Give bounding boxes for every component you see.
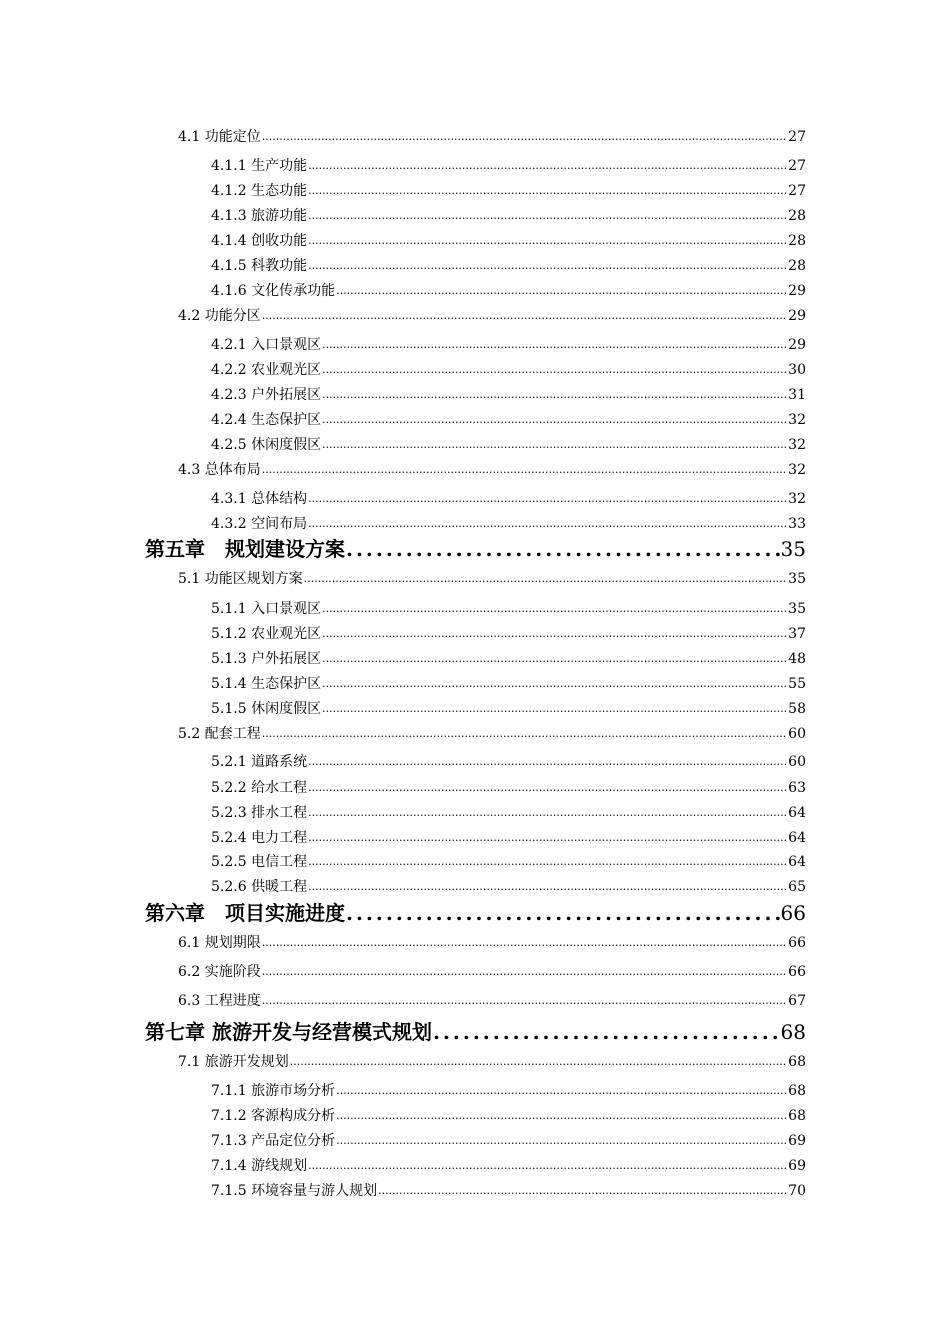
toc-entry[interactable] xyxy=(178,306,806,326)
toc-entry-page: 69 xyxy=(788,1158,806,1174)
dot-leader xyxy=(262,991,787,1011)
toc-chapter-entry[interactable] xyxy=(145,1018,806,1046)
dot-leader xyxy=(346,899,780,927)
toc-entry-page: 28 xyxy=(788,208,806,224)
toc-entry-label: 4.2.4 生态保护区 xyxy=(211,412,322,428)
toc-entry[interactable] xyxy=(211,335,806,355)
toc-entry-page: 55 xyxy=(788,676,806,692)
toc-entry-label: 5.1.2 农业观光区 xyxy=(211,626,322,642)
toc-entry-label: 5.2 配套工程 xyxy=(178,726,261,742)
dot-leader xyxy=(322,435,787,455)
toc-entry-label: 4.1 功能定位 xyxy=(178,129,261,145)
dot-leader xyxy=(378,1181,787,1201)
toc-entry[interactable] xyxy=(211,231,806,251)
dot-leader xyxy=(322,649,787,669)
toc-entry-page: 30 xyxy=(788,362,806,378)
toc-entry-page: 32 xyxy=(788,437,806,453)
toc-entry-label: 6.2 实施阶段 xyxy=(178,964,261,980)
toc-entry-page: 69 xyxy=(788,1133,806,1149)
dot-leader xyxy=(308,181,787,201)
dot-leader xyxy=(322,699,787,719)
toc-entry[interactable] xyxy=(211,435,806,455)
toc-entry-label: 7.1.2 客源构成分析 xyxy=(211,1108,336,1124)
toc-entry-page: 35 xyxy=(788,601,806,617)
toc-entry-page: 58 xyxy=(788,701,806,717)
toc-entry[interactable] xyxy=(211,1081,806,1101)
dot-leader xyxy=(346,535,780,563)
toc-entry-label: 4.3 总体布局 xyxy=(178,462,261,478)
toc-entry-page: 31 xyxy=(788,387,806,403)
toc-entry-label: 4.1.1 生产功能 xyxy=(211,158,308,174)
toc-entry[interactable] xyxy=(211,156,806,176)
toc-entry-page: 68 xyxy=(788,1083,806,1099)
toc-entry[interactable] xyxy=(211,752,806,772)
toc-entry-page: 33 xyxy=(788,516,806,532)
toc-chapter-label: 第七章 旅游开发与经营模式规划 xyxy=(145,1020,432,1044)
toc-entry-label: 5.1 功能区规划方案 xyxy=(178,571,303,587)
toc-entry-label: 5.2.3 排水工程 xyxy=(211,805,308,821)
toc-entry-page: 64 xyxy=(788,805,806,821)
toc-entry-label: 6.3 工程进度 xyxy=(178,993,261,1009)
toc-entry-page: 67 xyxy=(788,993,806,1009)
toc-entry[interactable] xyxy=(211,852,806,872)
toc-entry-page: 70 xyxy=(788,1183,806,1199)
toc-entry[interactable] xyxy=(178,991,806,1011)
toc-entry-label: 5.1.1 入口景观区 xyxy=(211,601,322,617)
dot-leader xyxy=(262,933,787,953)
toc-entry-page: 29 xyxy=(788,337,806,353)
toc-entry-label: 7.1.5 环境容量与游人规划 xyxy=(211,1183,378,1199)
toc-entry-page: 37 xyxy=(788,626,806,642)
dot-leader xyxy=(262,962,787,982)
dot-leader xyxy=(308,489,787,509)
toc-entry-page: 35 xyxy=(788,571,806,587)
toc-entry[interactable] xyxy=(211,489,806,509)
toc-entry[interactable] xyxy=(178,460,806,480)
dot-leader xyxy=(308,156,787,176)
dot-leader xyxy=(322,674,787,694)
toc-entry-page: 48 xyxy=(788,651,806,667)
toc-entry[interactable] xyxy=(211,181,806,201)
toc-entry-page: 66 xyxy=(788,935,806,951)
dot-leader xyxy=(308,752,787,772)
toc-entry[interactable] xyxy=(211,599,806,619)
dot-leader xyxy=(322,624,787,644)
toc-chapter-entry[interactable] xyxy=(145,899,806,927)
toc-entry-label: 7.1.4 游线规划 xyxy=(211,1158,308,1174)
toc-entry[interactable] xyxy=(178,933,806,953)
toc-entry[interactable] xyxy=(211,385,806,405)
toc-entry-label: 4.1.5 科教功能 xyxy=(211,258,308,274)
dot-leader xyxy=(308,256,787,276)
dot-leader xyxy=(304,569,787,589)
toc-entry[interactable] xyxy=(178,569,806,589)
toc-entry-page: 32 xyxy=(788,491,806,507)
dot-leader xyxy=(336,1106,787,1126)
dot-leader xyxy=(308,803,787,823)
dot-leader xyxy=(262,724,787,744)
toc-entry-page: 60 xyxy=(788,754,806,770)
dot-leader xyxy=(322,385,787,405)
toc-entry-label: 4.2.1 入口景观区 xyxy=(211,337,322,353)
toc-chapter-entry[interactable] xyxy=(145,535,806,563)
toc-entry-label: 4.2.3 户外拓展区 xyxy=(211,387,322,403)
dot-leader xyxy=(308,1156,787,1176)
dot-leader xyxy=(336,281,787,301)
toc-entry-page: 64 xyxy=(788,830,806,846)
toc-chapter-page: 68 xyxy=(780,1020,806,1044)
toc-chapter-label: 第六章 项目实施进度 xyxy=(145,901,345,925)
toc-entry[interactable] xyxy=(211,1156,806,1176)
dot-leader xyxy=(308,828,787,848)
toc-chapter-page: 66 xyxy=(780,901,806,925)
toc-entry[interactable] xyxy=(211,803,806,823)
toc-chapter-page: 35 xyxy=(780,537,806,561)
dot-leader xyxy=(322,410,787,430)
dot-leader xyxy=(308,778,787,798)
toc-entry-label: 4.2 功能分区 xyxy=(178,308,261,324)
toc-entry-label: 4.3.2 空间布局 xyxy=(211,516,308,532)
dot-leader xyxy=(262,306,787,326)
dot-leader xyxy=(336,1081,787,1101)
toc-entry-label: 4.1.4 创收功能 xyxy=(211,233,308,249)
toc-entry-page: 29 xyxy=(788,308,806,324)
toc-entry[interactable] xyxy=(211,1106,806,1126)
toc-entry-page: 32 xyxy=(788,412,806,428)
dot-leader xyxy=(308,514,787,534)
toc-entry-page: 68 xyxy=(788,1108,806,1124)
toc-entry-label: 6.1 规划期限 xyxy=(178,935,261,951)
toc-entry-page: 60 xyxy=(788,726,806,742)
toc-entry[interactable] xyxy=(211,256,806,276)
toc-entry-label: 5.2.5 电信工程 xyxy=(211,854,308,870)
toc-entry-page: 64 xyxy=(788,854,806,870)
dot-leader xyxy=(433,1018,780,1046)
dot-leader xyxy=(308,877,787,897)
dot-leader xyxy=(308,206,787,226)
toc-entry-label: 5.1.5 休闲度假区 xyxy=(211,701,322,717)
toc-entry-label: 5.1.4 生态保护区 xyxy=(211,676,322,692)
toc-entry-label: 4.1.2 生态功能 xyxy=(211,183,308,199)
dot-leader xyxy=(290,1052,787,1072)
toc-entry-page: 63 xyxy=(788,780,806,796)
toc-entry-label: 4.1.3 旅游功能 xyxy=(211,208,308,224)
toc-entry-label: 4.3.1 总体结构 xyxy=(211,491,308,507)
toc-entry[interactable] xyxy=(178,127,806,147)
toc-entry[interactable] xyxy=(211,828,806,848)
toc-entry[interactable] xyxy=(178,962,806,982)
toc-entry[interactable] xyxy=(211,674,806,694)
toc-entry[interactable] xyxy=(211,281,806,301)
toc-entry[interactable] xyxy=(211,699,806,719)
toc-entry[interactable] xyxy=(211,206,806,226)
dot-leader xyxy=(262,460,787,480)
toc-entry[interactable] xyxy=(211,514,806,534)
toc-entry[interactable] xyxy=(178,1052,806,1072)
dot-leader xyxy=(336,1131,787,1151)
toc-entry[interactable] xyxy=(178,724,806,744)
dot-leader xyxy=(322,360,787,380)
toc-chapter-label: 第五章 规划建设方案 xyxy=(145,537,345,561)
toc-entry-label: 4.2.2 农业观光区 xyxy=(211,362,322,378)
toc-entry[interactable] xyxy=(211,877,806,897)
toc-entry-label: 5.2.6 供暖工程 xyxy=(211,879,308,895)
toc-entry-page: 28 xyxy=(788,233,806,249)
toc-entry-page: 32 xyxy=(788,462,806,478)
toc-entry-page: 27 xyxy=(788,129,806,145)
toc-entry[interactable] xyxy=(211,1131,806,1151)
toc-entry-page: 68 xyxy=(788,1054,806,1070)
toc-entry-page: 29 xyxy=(788,283,806,299)
toc-entry-label: 4.1.6 文化传承功能 xyxy=(211,283,336,299)
toc-entry-label: 7.1 旅游开发规划 xyxy=(178,1054,289,1070)
toc-entry[interactable] xyxy=(211,624,806,644)
toc-entry-page: 65 xyxy=(788,879,806,895)
toc-entry[interactable] xyxy=(211,410,806,430)
toc-entry-label: 4.2.5 休闲度假区 xyxy=(211,437,322,453)
toc-entry-page: 27 xyxy=(788,183,806,199)
toc-entry-page: 66 xyxy=(788,964,806,980)
dot-leader xyxy=(308,852,787,872)
dot-leader xyxy=(322,599,787,619)
toc-entry-label: 5.2.2 给水工程 xyxy=(211,780,308,796)
dot-leader xyxy=(322,335,787,355)
toc-entry-label: 5.2.1 道路系统 xyxy=(211,754,308,770)
toc-entry[interactable] xyxy=(211,360,806,380)
toc-entry-page: 27 xyxy=(788,158,806,174)
toc-entry-page: 28 xyxy=(788,258,806,274)
dot-leader xyxy=(262,127,787,147)
toc-entry-label: 7.1.3 产品定位分析 xyxy=(211,1133,336,1149)
toc-entry-label: 7.1.1 旅游市场分析 xyxy=(211,1083,336,1099)
dot-leader xyxy=(308,231,787,251)
toc-entry-label: 5.2.4 电力工程 xyxy=(211,830,308,846)
toc-entry[interactable] xyxy=(211,1181,806,1201)
toc-entry[interactable] xyxy=(211,649,806,669)
toc-entry-label: 5.1.3 户外拓展区 xyxy=(211,651,322,667)
toc-entry[interactable] xyxy=(211,778,806,798)
